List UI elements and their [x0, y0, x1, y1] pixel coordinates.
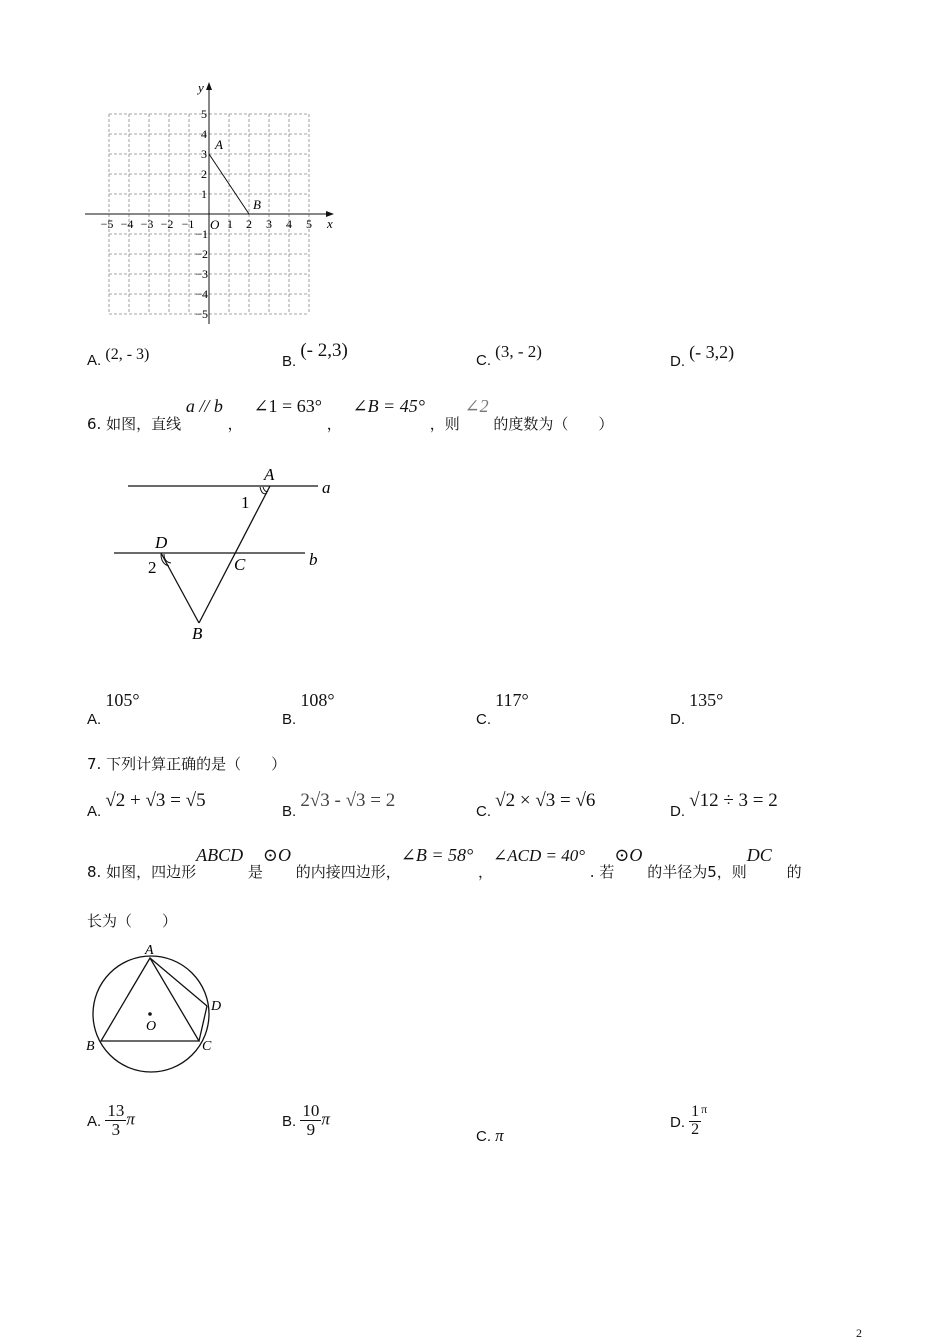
fraction-numerator: 10	[302, 1101, 320, 1120]
label-o: O	[146, 1019, 157, 1034]
label-c: C	[202, 1039, 212, 1054]
q6-parallel: a // b	[185, 396, 223, 416]
option-letter: D.	[670, 711, 685, 728]
option-value: (- 3,2)	[689, 342, 735, 362]
x-tick: −1	[181, 217, 195, 231]
fraction-numerator: 1	[691, 1102, 700, 1120]
q7-option-a[interactable]	[87, 790, 206, 820]
q8-circle-figure	[80, 938, 240, 1078]
fraction-denominator: 2	[691, 1120, 700, 1138]
q6-text: 6. 如图，直线	[87, 415, 182, 433]
label-b-point: B	[192, 624, 203, 643]
fraction-denominator: 3	[111, 1119, 121, 1139]
q7-option-c[interactable]	[476, 790, 595, 820]
option-letter: D.	[670, 353, 685, 370]
x-tick: −3	[140, 217, 154, 231]
pi-symbol: π	[321, 1109, 330, 1129]
q6-angle-b: ∠B = 45°	[352, 396, 425, 416]
q6-ask: 的度数为（ ）	[493, 415, 614, 433]
label-d-point: D	[155, 533, 168, 552]
option-letter: A.	[87, 711, 102, 728]
q6-angle2: ∠2	[464, 396, 489, 416]
q8-radius: 的半径为5，则	[647, 863, 747, 881]
option-letter: C.	[476, 1128, 491, 1145]
option-letter: A.	[87, 352, 102, 369]
label-c-point: C	[234, 555, 246, 574]
label-angle-1: 1	[241, 493, 250, 512]
q6-sep: ，	[326, 415, 342, 433]
label-angle-2: 2	[148, 558, 157, 577]
x-tick: 5	[306, 217, 312, 231]
option-value: 2√3 - √3 = 2	[300, 790, 396, 811]
q7-option-d[interactable]	[670, 790, 778, 820]
x-tick: 1	[227, 217, 233, 231]
q8-option-d[interactable]	[670, 1102, 707, 1138]
option-letter: C.	[476, 711, 491, 728]
origin-label: O	[210, 217, 220, 232]
option-letter: A.	[87, 1113, 102, 1131]
label-b: B	[86, 1039, 95, 1054]
option-value: (- 2,3)	[300, 340, 348, 361]
option-value: √2 + √3 = √5	[105, 790, 206, 811]
point-a-label: A	[215, 137, 223, 152]
q8-of: 的	[786, 863, 802, 881]
segment-db	[161, 553, 199, 623]
option-letter: D.	[670, 803, 685, 820]
option-value: 108°	[300, 690, 335, 710]
y-tick: 5	[201, 107, 207, 121]
q8-arc-dc: DC	[746, 845, 772, 865]
q8-angle-b: ∠B = 58°	[400, 845, 474, 865]
option-value: 105°	[105, 690, 140, 710]
q6-angle1: ∠1 = 63°	[253, 396, 322, 416]
segment-dc	[199, 1006, 207, 1041]
label-line-b: b	[309, 550, 318, 569]
q6-parallel-lines-figure	[100, 460, 350, 650]
option-letter: A.	[87, 803, 102, 820]
x-tick: −2	[160, 217, 174, 231]
option-value: 135°	[689, 690, 724, 710]
q6-sep: ，	[227, 415, 243, 433]
q5-option-a[interactable]	[87, 346, 149, 369]
q5-coordinate-graph	[80, 78, 350, 328]
q5-option-b[interactable]	[282, 340, 348, 370]
q8-text: 8. 如图，四边形	[87, 863, 197, 881]
option-letter: C.	[476, 803, 491, 820]
q7-option-b[interactable]	[282, 790, 395, 820]
option-value: (2, - 3)	[105, 346, 150, 363]
fraction	[300, 1102, 321, 1139]
center-dot	[148, 1012, 152, 1016]
fraction-denominator: 9	[306, 1119, 316, 1139]
q8-angle-acd: ∠ACD = 40°	[493, 846, 586, 865]
y-tick: 1	[201, 187, 207, 201]
y-tick: −5	[195, 307, 208, 321]
fraction	[689, 1104, 701, 1139]
q8-is: 是	[247, 863, 263, 881]
x-tick: 2	[246, 217, 252, 231]
q8-circle: ⊙O	[262, 845, 291, 865]
q8-sep: ，	[477, 863, 493, 881]
y-tick: −2	[195, 247, 208, 261]
q8-option-a[interactable]	[87, 1102, 135, 1139]
option-letter: C.	[476, 352, 491, 369]
y-tick: 4	[201, 127, 207, 141]
label-a: A	[145, 943, 154, 958]
option-value: (3, - 2)	[495, 342, 542, 361]
option-letter: B.	[282, 1113, 297, 1131]
page-number: 2	[856, 1326, 862, 1340]
q8-if: . 若	[589, 863, 615, 881]
y-tick: 3	[201, 147, 207, 161]
pi-symbol: π	[701, 1102, 708, 1116]
point-b-label: B	[253, 197, 261, 212]
pi-symbol: π	[495, 1126, 504, 1145]
y-tick: −3	[195, 267, 208, 281]
option-letter: B.	[282, 803, 297, 820]
question-6-stem	[87, 396, 613, 434]
q5-option-c[interactable]	[476, 342, 542, 369]
option-value: 117°	[495, 690, 529, 710]
label-d: D	[211, 999, 222, 1014]
q8-inscribed: 的内接四边形，	[295, 863, 401, 881]
segment-ad	[150, 958, 207, 1006]
q6-then: ，则	[429, 415, 460, 433]
q5-option-d[interactable]	[670, 342, 734, 370]
option-letter: B.	[282, 711, 297, 728]
label-line-a: a	[322, 478, 331, 497]
fraction-numerator: 13	[107, 1101, 125, 1120]
pi-symbol: π	[126, 1109, 135, 1129]
y-tick: −1	[195, 227, 208, 241]
q6-option-c[interactable]	[476, 690, 529, 728]
question-8-stem	[87, 845, 802, 882]
fraction	[105, 1102, 126, 1139]
q6-option-b[interactable]	[282, 690, 335, 728]
x-tick: 4	[286, 217, 292, 231]
y-tick: −4	[195, 287, 208, 301]
q8-circle-2: ⊙O	[614, 845, 643, 865]
y-tick: 2	[201, 167, 207, 181]
x-tick: −4	[120, 217, 134, 231]
y-axis-label: y	[198, 80, 204, 95]
question-8-stem-line2: 长为（ ）	[87, 912, 178, 930]
x-tick: −5	[100, 217, 114, 231]
x-axis-label: x	[327, 216, 333, 231]
question-7-stem: 7. 下列计算正确的是（ ）	[87, 755, 287, 773]
q6-option-d[interactable]	[670, 690, 723, 728]
q8-option-c[interactable]	[476, 1126, 504, 1146]
q8-quad: ABCD	[196, 845, 244, 865]
option-value: √2 × √3 = √6	[495, 790, 596, 811]
q8-option-b[interactable]	[282, 1102, 330, 1139]
option-letter: D.	[670, 1114, 685, 1131]
q6-option-a[interactable]	[87, 690, 140, 728]
option-value: √12 ÷ 3 = 2	[689, 790, 778, 811]
x-tick: 3	[266, 217, 272, 231]
option-letter: B.	[282, 353, 297, 370]
label-a-point: A	[264, 465, 275, 484]
